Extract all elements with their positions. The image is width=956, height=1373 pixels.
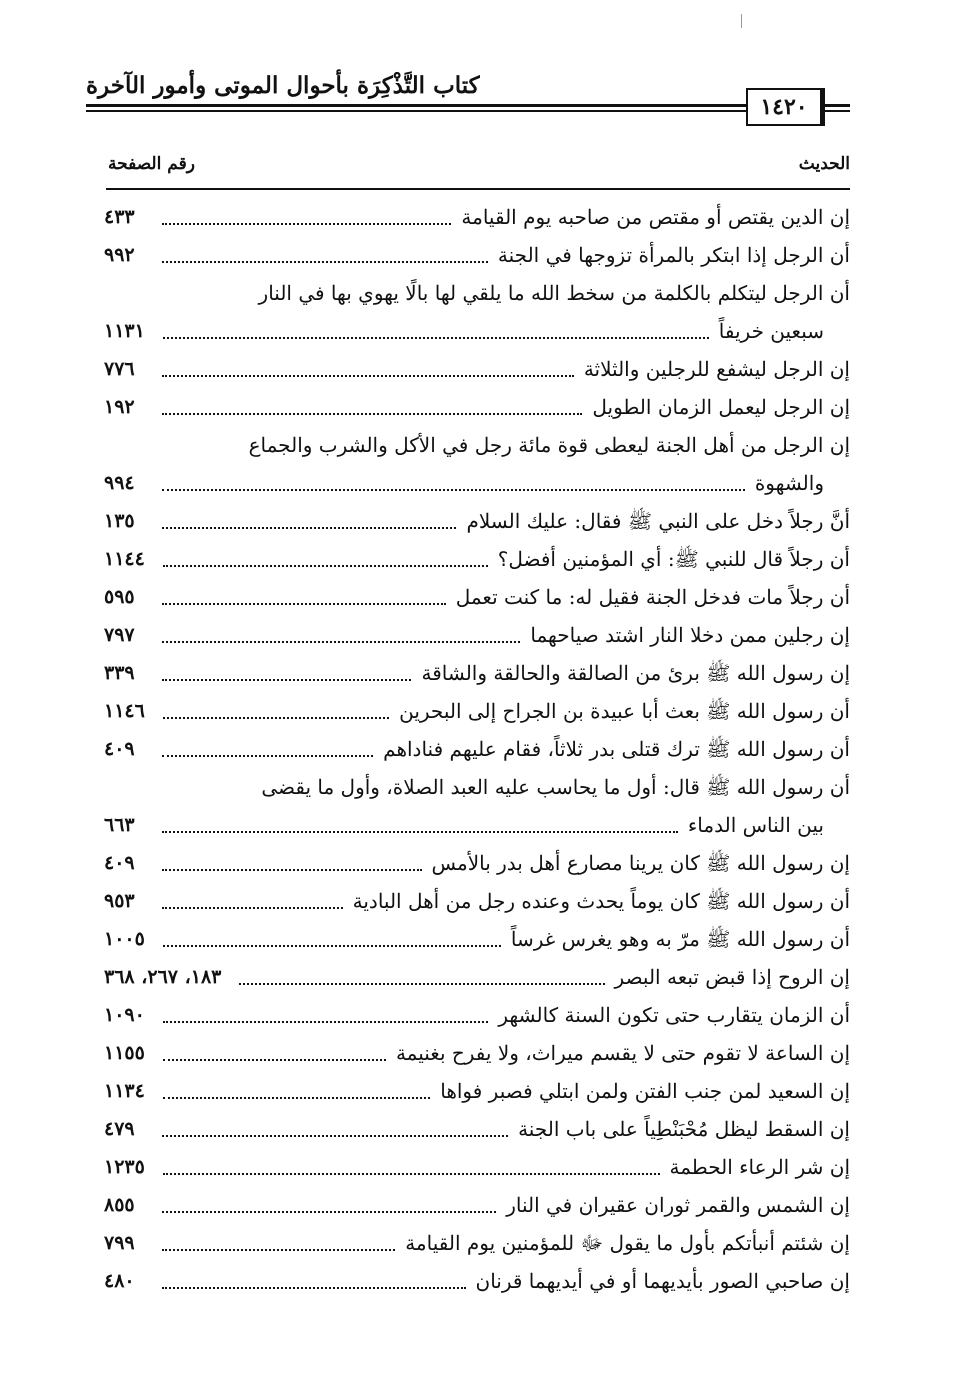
index-entry [104,236,850,274]
entry-line [104,312,850,350]
page-reference: ٥٩٥ [104,586,135,608]
dot-leader [162,413,582,415]
column-heading-rule [106,188,850,190]
page-reference: ١٨٣، ٢٦٧، ٣٦٨ [104,966,222,988]
hadith-text: إن الدين يقتص أو مقتص من صاحبه يوم القيامة [461,205,850,229]
dot-leader [163,717,389,719]
hadith-text: أن رسول الله ﷺ مرّ به وهو يغرس غرساً [510,927,850,951]
page-reference: ١٩٢ [104,396,135,418]
hadith-text: إن شئتم أنبأتكم بأول ما يقول ﷻ للمؤمنين يوم القيامة [405,1231,850,1255]
index-entry [104,958,850,996]
entry-line [104,882,850,920]
entry-line [104,806,850,844]
hadith-text: أن الرجل ليتكلم بالكلمة من سخط الله ما يلقي لها بالًا يهوي بها في النار [258,281,850,305]
hadith-text: أن الرجل إذا ابتكر بالمرأة تزوجها في الجنة [497,243,850,267]
index-entry [104,616,850,654]
entry-line [104,236,850,274]
page-reference: ٣٣٩ [104,662,135,684]
page-reference: ١٠٩٠ [104,1004,145,1026]
dot-leader [162,261,488,263]
dot-leader [163,1097,430,1099]
page-reference: ١٠٠٥ [104,928,145,950]
page-reference: ٤٣٣ [104,206,135,228]
hadith-text: أنَّ رجلاً دخل على النبي ﷺ فقال: عليك السلام [466,509,850,533]
entry-line [104,1034,850,1072]
index-entry [104,730,850,768]
index-entry [104,768,850,844]
index-entry [104,540,850,578]
index-entry [104,920,850,958]
page-reference: ٩٩٤ [104,472,135,494]
hadith-text: إن الرجل ليشفع للرجلين والثلاثة [583,357,850,381]
dot-leader [162,907,343,909]
header-rule-thick [86,104,850,107]
hadith-text: سبعين خريفاً [718,319,824,343]
dot-leader [162,1135,508,1137]
index-entry [104,274,850,350]
entry-line [104,1262,850,1300]
dot-leader [162,1249,395,1251]
dot-leader [162,831,678,833]
entry-line [104,464,850,502]
dot-leader [162,527,456,529]
entry-line [104,274,850,312]
entry-line [104,1148,850,1186]
entry-line [104,616,850,654]
index-entry [104,882,850,920]
hadith-text: أن رسول الله ﷺ قال: أول ما يحاسب عليه العبد الصلاة، وأول ما يقضى [261,775,850,799]
index-entry [104,502,850,540]
scan-mark [741,14,742,28]
hadith-text: إن السقط ليظل مُحْبَنْطِياً على باب الجنة [518,1117,850,1141]
dot-leader [162,869,422,871]
hadith-text: إن رجلين ممن دخلا النار اشتد صياحهما [530,623,850,647]
index-entry [104,1110,850,1148]
entry-line [104,198,850,236]
index-entry [104,198,850,236]
dot-leader [163,1021,489,1023]
page-number: ١٤٢٠ [746,88,822,126]
page-reference: ١٣٥ [104,510,135,532]
entry-line [104,920,850,958]
hadith-text: إن رسول الله ﷺ برئ من الصالقة والحالقة والشاقة [421,661,850,685]
entry-line [104,692,850,730]
hadith-text: والشهوة [754,471,824,495]
dot-leader [162,1287,466,1289]
page-reference: ٧٩٧ [104,624,135,646]
dot-leader [162,679,411,681]
dot-leader [162,223,451,225]
index-entry [104,654,850,692]
entry-line [104,958,850,996]
dot-leader [162,375,574,377]
header-rule-thin [86,110,850,112]
column-heading-hadith: الحديث [798,154,850,174]
hadith-text: إن رسول الله ﷺ كان يرينا مصارع أهل بدر بالأمس [431,851,850,875]
hadith-text: إن الشمس والقمر ثوران عقيران في النار [506,1193,850,1217]
hadith-text: أن رسول الله ﷺ ترك قتلى بدر ثلاثاً، فقام عليهم فناداهم [383,737,850,761]
index-entry [104,844,850,882]
index-entry [104,388,850,426]
hadith-text: أن رجلاً قال للنبي ﷺ: أي المؤمنين أفضل؟ [497,547,850,571]
hadith-text: أن الزمان يتقارب حتى تكون السنة كالشهر [498,1003,850,1027]
hadith-text: إن شر الرعاء الحطمة [669,1155,850,1179]
entry-line [104,1110,850,1148]
hadith-text: إن صاحبي الصور بأيديهما أو في أيديهما قرنان [475,1269,850,1293]
dot-leader [163,337,709,339]
hadith-text: إن الرجل من أهل الجنة ليعطى قوة مائة رجل في الأكل والشرب والجماع [248,433,850,457]
dot-leader [162,755,373,757]
entry-line [104,1186,850,1224]
column-heading-page: رقم الصفحة [108,154,195,174]
dot-leader [163,945,501,947]
page-reference: ٤٠٩ [104,852,135,874]
hadith-text: بين الناس الدماء [687,813,824,837]
entry-line [104,1072,850,1110]
page-reference: ١١٥٥ [104,1042,145,1064]
index-entry [104,350,850,388]
hadith-index-list [104,198,850,1300]
index-entry [104,1034,850,1072]
entry-line [104,388,850,426]
hadith-text: إن الساعة لا تقوم حتى لا يقسم ميراث، ولا يفرح بغنيمة [395,1041,850,1065]
index-entry [104,1262,850,1300]
hadith-text: أن رجلاً مات فدخل الجنة فقيل له: ما كنت تعمل [455,585,850,609]
page-reference: ٧٧٦ [104,358,135,380]
entry-line [104,578,850,616]
index-entry [104,426,850,502]
index-entry [104,578,850,616]
page-reference: ١١٤٤ [104,548,145,570]
entry-line [104,1224,850,1262]
entry-line [104,996,850,1034]
hadith-text: أن رسول الله ﷺ بعث أبا عبيدة بن الجراح إلى البحرين [399,699,850,723]
hadith-text: إن السعيد لمن جنب الفتن ولمن ابتلي فصبر فواها [440,1079,850,1103]
index-entry [104,1072,850,1110]
dot-leader [239,983,604,985]
hadith-text: أن رسول الله ﷺ كان يوماً يحدث وعنده رجل من أهل البادية [352,889,850,913]
page-reference: ٩٥٣ [104,890,135,912]
entry-line [104,426,850,464]
dot-leader [163,1173,660,1175]
page-reference: ٩٩٢ [104,244,135,266]
page-reference: ٤٧٩ [104,1118,135,1140]
dot-leader [163,565,488,567]
dot-leader [163,1059,386,1061]
dot-leader [162,489,745,491]
hadith-text: إن الرجل ليعمل الزمان الطويل [592,395,850,419]
entry-line [104,540,850,578]
entry-line [104,350,850,388]
page-reference: ٧٩٩ [104,1232,135,1254]
page-reference: ٦٦٣ [104,814,135,836]
index-entry [104,1148,850,1186]
hadith-text: إن الروح إذا قبض تبعه البصر [614,965,850,989]
entry-line [104,654,850,692]
entry-line [104,768,850,806]
index-entry [104,1224,850,1262]
page-reference: ٤٨٠ [104,1270,135,1292]
page-reference: ٤٠٩ [104,738,135,760]
entry-line [104,730,850,768]
page-reference: ١١٣٤ [104,1080,145,1102]
page-reference: ١٢٣٥ [104,1156,145,1178]
dot-leader [162,1211,496,1213]
index-entry [104,692,850,730]
page-reference: ١١٤٦ [104,700,145,722]
index-entry [104,996,850,1034]
page-reference: ١١٣١ [104,320,145,342]
book-title: كتاب التَّذْكِرَة بأحوال الموتى وأمور الآخرة [86,72,480,99]
dot-leader [162,603,446,605]
page-reference: ٨٥٥ [104,1194,135,1216]
index-entry [104,1186,850,1224]
entry-line [104,844,850,882]
dot-leader [162,641,520,643]
entry-line [104,502,850,540]
page-header [86,60,850,130]
